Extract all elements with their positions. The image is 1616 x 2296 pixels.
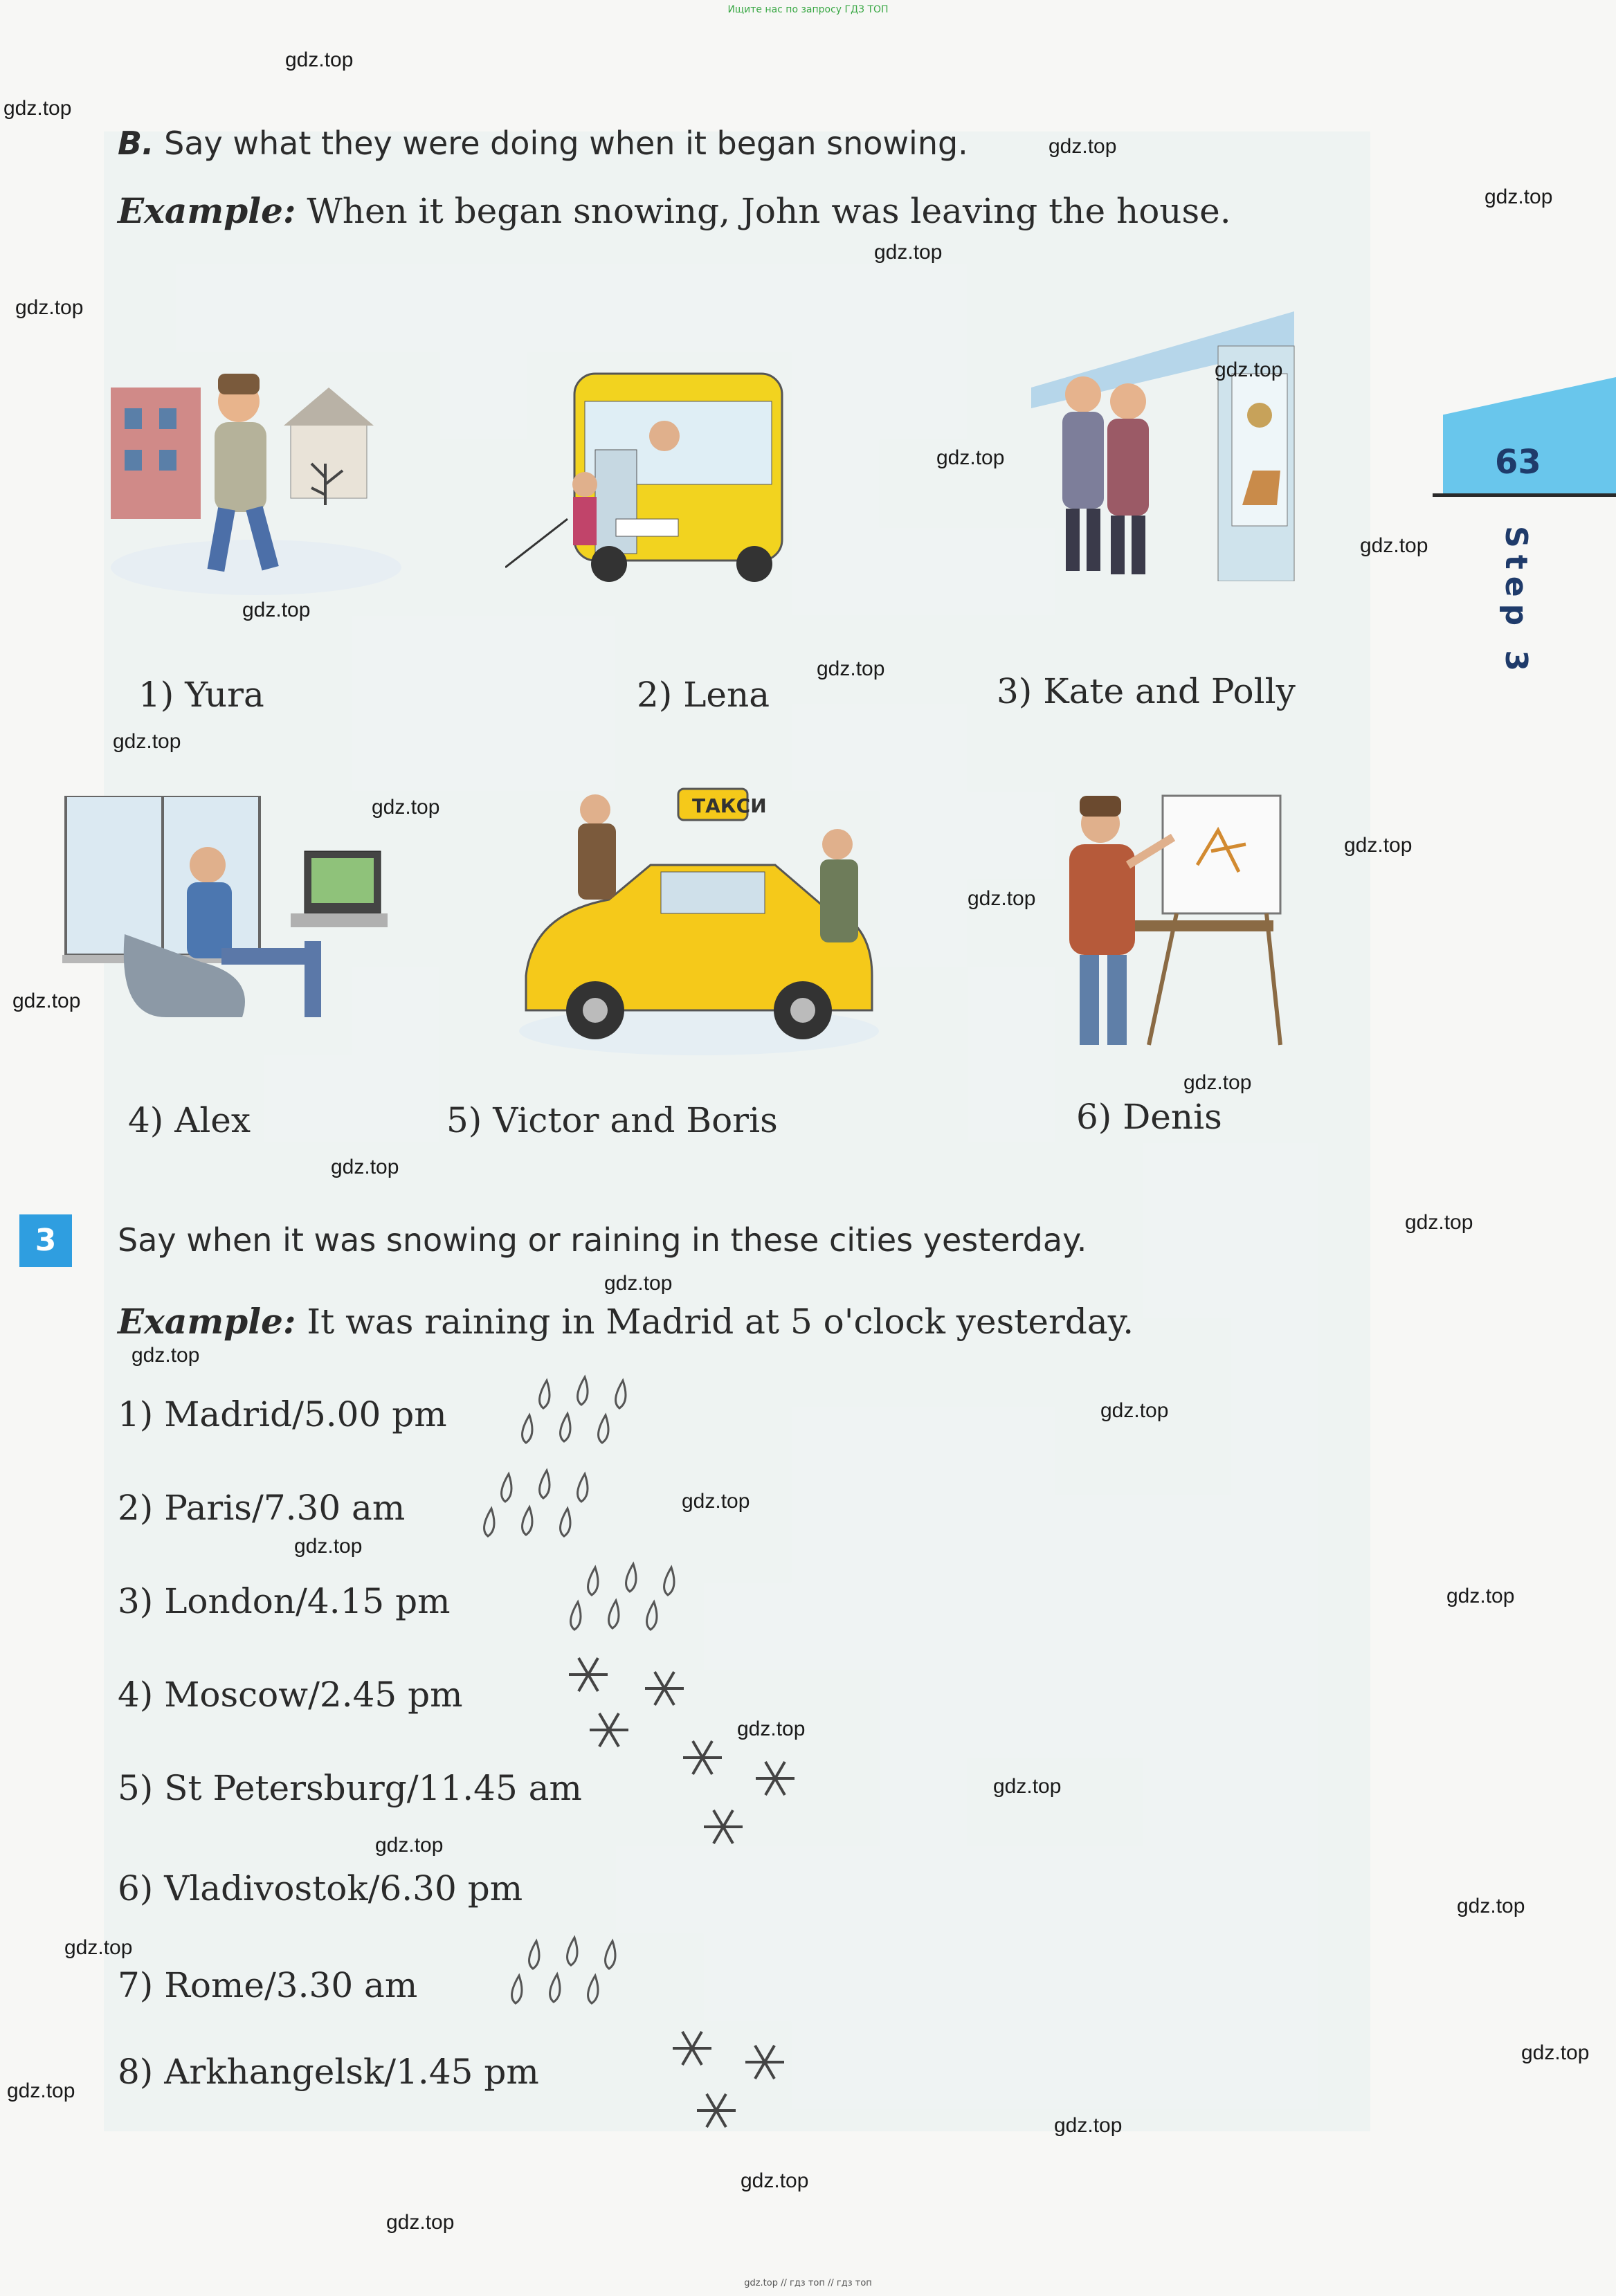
page-number: 63	[1495, 443, 1541, 482]
watermark: gdz.top	[741, 2169, 809, 2192]
watermark: gdz.top	[1446, 1585, 1515, 1607]
watermark: gdz.top	[331, 1156, 399, 1178]
watermark: gdz.top	[968, 887, 1036, 910]
illustration-alex	[62, 796, 388, 1031]
caption-5: 5) Victor and Boris	[446, 1100, 778, 1140]
watermark: gdz.top	[737, 1718, 806, 1740]
watermark: gdz.top	[682, 1490, 750, 1513]
exercise-b-instruction-text: Say what they were doing when it began snowing.	[164, 125, 968, 162]
taxi-sign: ТАКСИ	[692, 794, 767, 817]
illustration-lena-bus	[505, 360, 796, 588]
snowflake-icon	[664, 2021, 803, 2138]
city-item-4: 4) Moscow/2.45 pm	[118, 1675, 463, 1715]
caption-1: 1) Yura	[138, 675, 264, 715]
city-item-6: 6) Vladivostok/6.30 pm	[118, 1868, 523, 1908]
watermark: gdz.top	[874, 241, 943, 264]
watermark: gdz.top	[285, 48, 354, 71]
step-label: Step 3	[1498, 526, 1534, 678]
watermark: gdz.top	[817, 657, 885, 680]
watermark: gdz.top	[1344, 834, 1413, 857]
watermark: gdz.top	[372, 796, 440, 819]
watermark: gdz.top	[242, 599, 311, 621]
watermark: gdz.top	[12, 990, 81, 1012]
city-item-8: 8) Arkhangelsk/1.45 pm	[118, 2052, 539, 2092]
exercise-b-example	[118, 190, 1231, 231]
exercise-b-example-text: When it began snowing, John was leaving the house.	[307, 191, 1231, 231]
exercise-3-example	[118, 1301, 1134, 1342]
city-item-3: 3) London/4.15 pm	[118, 1581, 451, 1621]
illustration-kate-polly	[1024, 304, 1301, 581]
watermark: gdz.top	[1405, 1211, 1473, 1234]
exercise-b-letter: B.	[118, 125, 154, 162]
watermark: gdz.top	[3, 97, 72, 120]
city-item-2: 2) Paris/7.30 am	[118, 1488, 406, 1528]
city-item-7: 7) Rome/3.30 am	[118, 1965, 418, 2005]
watermark: gdz.top	[993, 1775, 1062, 1798]
page-number-rule	[1433, 493, 1616, 497]
caption-3: 3) Kate and Polly	[997, 671, 1296, 711]
watermark: gdz.top	[1048, 135, 1117, 158]
rain-icon	[519, 1374, 657, 1450]
exercise-3-number: 3	[19, 1214, 72, 1267]
watermark: gdz.top	[1054, 2114, 1123, 2137]
bottom-note: gdz.top // гдз топ // гдз топ	[744, 2278, 872, 2288]
illustration-yura	[104, 346, 401, 602]
watermark: gdz.top	[604, 1272, 673, 1295]
watermark: gdz.top	[7, 2079, 75, 2102]
snowflake-icon	[671, 1730, 810, 1855]
watermark: gdz.top	[64, 1936, 133, 1959]
rain-icon	[568, 1560, 706, 1637]
watermark: gdz.top	[113, 730, 181, 753]
watermark: gdz.top	[15, 296, 84, 319]
watermark: gdz.top	[375, 1834, 444, 1857]
exercise-b-instruction	[118, 125, 968, 162]
rain-icon	[481, 1467, 619, 1543]
watermark: gdz.top	[1521, 2041, 1590, 2064]
top-note: Ищите нас по запросу ГДЗ ТОП	[727, 4, 889, 15]
city-item-5: 5) St Petersburg/11.45 am	[118, 1768, 582, 1808]
watermark: gdz.top	[1215, 358, 1283, 381]
caption-6: 6) Denis	[1076, 1097, 1222, 1137]
watermark: gdz.top	[1100, 1399, 1169, 1422]
watermark: gdz.top	[936, 446, 1005, 469]
watermark: gdz.top	[1360, 534, 1428, 557]
illustration-victor-boris-taxi	[512, 782, 886, 1059]
watermark: gdz.top	[131, 1344, 200, 1367]
watermark: gdz.top	[1183, 1071, 1252, 1094]
watermark: gdz.top	[294, 1535, 363, 1558]
exercise-b-example-label: Example:	[118, 190, 296, 231]
watermark: gdz.top	[1457, 1895, 1525, 1917]
caption-2: 2) Lena	[637, 675, 770, 715]
watermark: gdz.top	[386, 2211, 455, 2234]
city-item-1: 1) Madrid/5.00 pm	[118, 1394, 447, 1434]
rain-icon	[509, 1934, 647, 2010]
caption-4: 4) Alex	[128, 1100, 251, 1140]
exercise-3-example-text: It was raining in Madrid at 5 o'clock yesterday.	[307, 1302, 1134, 1342]
exercise-3-example-label: Example:	[118, 1301, 296, 1342]
exercise-3-instruction: Say when it was snowing or raining in these cities yesterday.	[118, 1221, 1087, 1259]
watermark: gdz.top	[1485, 185, 1553, 208]
illustration-denis	[1038, 782, 1287, 1059]
